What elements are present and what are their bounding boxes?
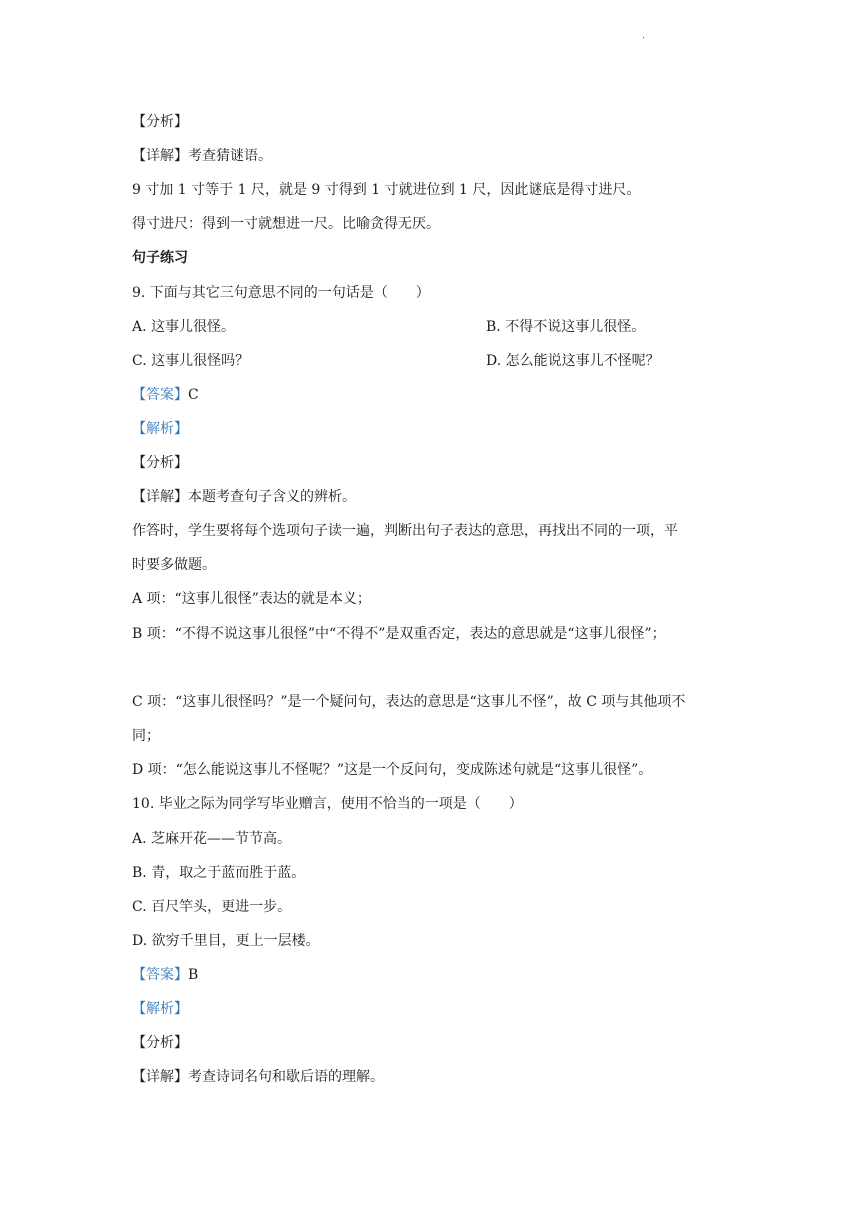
q9-analysis: 【分析】 xyxy=(132,455,188,471)
q9-option-b: B. 不得不说这事儿很怪。 xyxy=(486,319,646,335)
detail-line-1: 【详解】考查猜谜语。 xyxy=(132,148,272,164)
q9-detail: 【详解】本题考查句子含义的辨析。 xyxy=(132,489,356,505)
section-title: 句子练习 xyxy=(132,250,188,266)
q10-answer xyxy=(132,965,198,985)
explanation-line-1: 9 寸加 1 寸等于 1 尺，就是 9 寸得到 1 寸就进位到 1 尺，因此谜底是得寸进尺。 xyxy=(132,182,641,198)
q9-stem: 9. 下面与其它三句意思不同的一句话是（ ） xyxy=(132,285,430,301)
q10-stem: 10. 毕业之际为同学写毕业赠言，使用不恰当的一项是（ ） xyxy=(132,796,523,812)
q9-item-d: D 项：“怎么能说这事儿不怪呢？”这是一个反问句，变成陈述句就是“这事儿很怪”。 xyxy=(132,762,653,778)
q10-answer-label: 【答案】 xyxy=(132,967,188,983)
q9-answer xyxy=(132,385,199,405)
q9-answer-value: C xyxy=(188,387,199,403)
q9-item-c-line-1: C 项：“这事儿很怪吗？”是一个疑问句，表达的意思是“这事儿不怪”，故 C 项与其他项不 xyxy=(132,694,686,710)
q10-option-a: A. 芝麻开花——节节高。 xyxy=(132,831,292,847)
analysis-label-1: 【分析】 xyxy=(132,114,188,130)
q10-option-d: D. 欲穷千里目，更上一层楼。 xyxy=(132,933,320,949)
page-mark: . xyxy=(642,30,646,41)
q9-para-line-2: 时要多做题。 xyxy=(132,557,216,573)
q10-option-b: B. 青，取之于蓝而胜于蓝。 xyxy=(132,865,306,881)
q9-item-a: A 项：“这事儿很怪”表达的就是本义； xyxy=(132,591,371,607)
q9-item-c-line-2: 同； xyxy=(132,728,160,744)
q10-answer-value: B xyxy=(188,967,199,983)
explanation-line-2: 得寸进尺：得到一寸就想进一尺。比喻贪得无厌。 xyxy=(132,216,440,232)
q10-option-c: C. 百尺竿头，更进一步。 xyxy=(132,899,292,915)
q9-jiexi: 【解析】 xyxy=(132,421,188,437)
q9-option-c: C. 这事儿很怪吗？ xyxy=(132,353,250,369)
q9-option-a: A. 这事儿很怪。 xyxy=(132,319,236,335)
q9-option-d: D. 怎么能说这事儿不怪呢？ xyxy=(486,353,660,369)
q10-analysis: 【分析】 xyxy=(132,1035,188,1051)
q10-jiexi: 【解析】 xyxy=(132,1001,188,1017)
q9-para-line-1: 作答时，学生要将每个选项句子读一遍，判断出句子表达的意思，再找出不同的一项，平 xyxy=(132,523,678,539)
q10-detail: 【详解】考查诗词名句和歇后语的理解。 xyxy=(132,1069,384,1085)
q9-item-b: B 项：“不得不说这事儿很怪”中“不得不”是双重否定，表达的意思就是“这事儿很怪”； xyxy=(132,626,666,642)
q9-answer-label: 【答案】 xyxy=(132,387,188,403)
